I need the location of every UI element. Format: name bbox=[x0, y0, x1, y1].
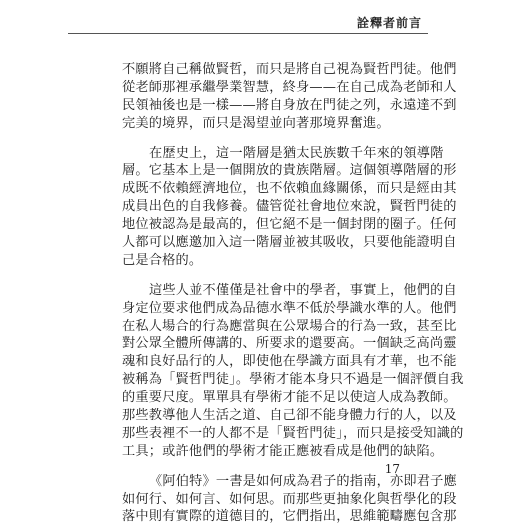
text-line: 地位被認為是最高的，但它絕不是一個封閉的圈子。任何 bbox=[122, 217, 457, 233]
text-line: 完美的境界，而只是渴望並向著那境界奮進。 bbox=[122, 115, 390, 131]
paragraph bbox=[122, 473, 457, 526]
paragraph bbox=[122, 145, 457, 270]
header-rule bbox=[68, 33, 428, 34]
text-line: 那些表裡不一的人都不是「賢哲門徒」，而只是接受知識的 bbox=[122, 425, 464, 441]
text-line: 那些教導他人生活之道、自己卻不能身體力行的人，以及 bbox=[122, 408, 457, 424]
text-line: 不願將自己稱做賢哲，而只是將自己視為賢哲門徒。他們 bbox=[122, 62, 457, 77]
text-line: 對公眾全體所傳講的、所要求的還要高。一個缺乏高尚靈 bbox=[122, 336, 457, 352]
page-number: 17 bbox=[384, 462, 400, 476]
paragraph bbox=[122, 61, 457, 133]
text-line: 被稱為「賢哲門徒」。學術才能本身只不過是一個評價自我 bbox=[122, 372, 464, 388]
text-line: 工具；或許他們的學術才能正應被看成是他們的缺陷。 bbox=[122, 443, 444, 459]
text-line: 如何行、如何言、如何思。而那些更抽象化與哲學化的段 bbox=[122, 491, 457, 507]
text-line: 魂和良好品行的人，即使他在學識方面具有才華，也不能 bbox=[122, 354, 457, 370]
text-line: 從老師那裡承繼學業智慧，終身——在自己成為老師和人 bbox=[122, 79, 457, 95]
text-line: 這些人並不僅僅是社會中的學者，事實上，他們的自 bbox=[149, 282, 457, 298]
text-line: 成既不依賴經濟地位，也不依賴血緣關係，而只是經由其 bbox=[122, 181, 457, 197]
text-line: 民領袖後也是一樣——將自身放在門徒之列，永遠達不到 bbox=[122, 97, 457, 113]
text-line: 身定位要求他們成為品德水準不低於學識水準的人。他們 bbox=[122, 300, 457, 316]
running-header: 詮釋者前言 bbox=[356, 16, 422, 30]
text-line: 在私人場合的行為應當與在公眾場合的行為一致，甚至比 bbox=[122, 318, 457, 334]
paragraph bbox=[122, 282, 464, 461]
text-line: 在歷史上，這一階層是猶太民族數千年來的領導階 bbox=[149, 145, 444, 161]
page-body bbox=[122, 61, 464, 526]
text-line: 的重要尺度。單單具有學術才能不足以使這人成為教師。 bbox=[122, 390, 457, 406]
text-line: 己是合格的。 bbox=[122, 252, 203, 268]
text-line: 層。它基本上是一個開放的貴族階層。這個領導階層的形 bbox=[122, 163, 457, 179]
text-line: 人都可以應邀加入這一階層並被其吸收，只要他能證明自 bbox=[122, 235, 457, 251]
text-line: 《阿伯特》一書是如何成為君子的指南，亦即君子應 bbox=[149, 473, 457, 489]
text-line: 成員出色的自我修養。儘管從社會地位來說，賢哲門徒的 bbox=[122, 199, 457, 215]
text-line: 落中則有實際的道德目的，它們指出，思維範疇應包含那 bbox=[122, 509, 457, 525]
